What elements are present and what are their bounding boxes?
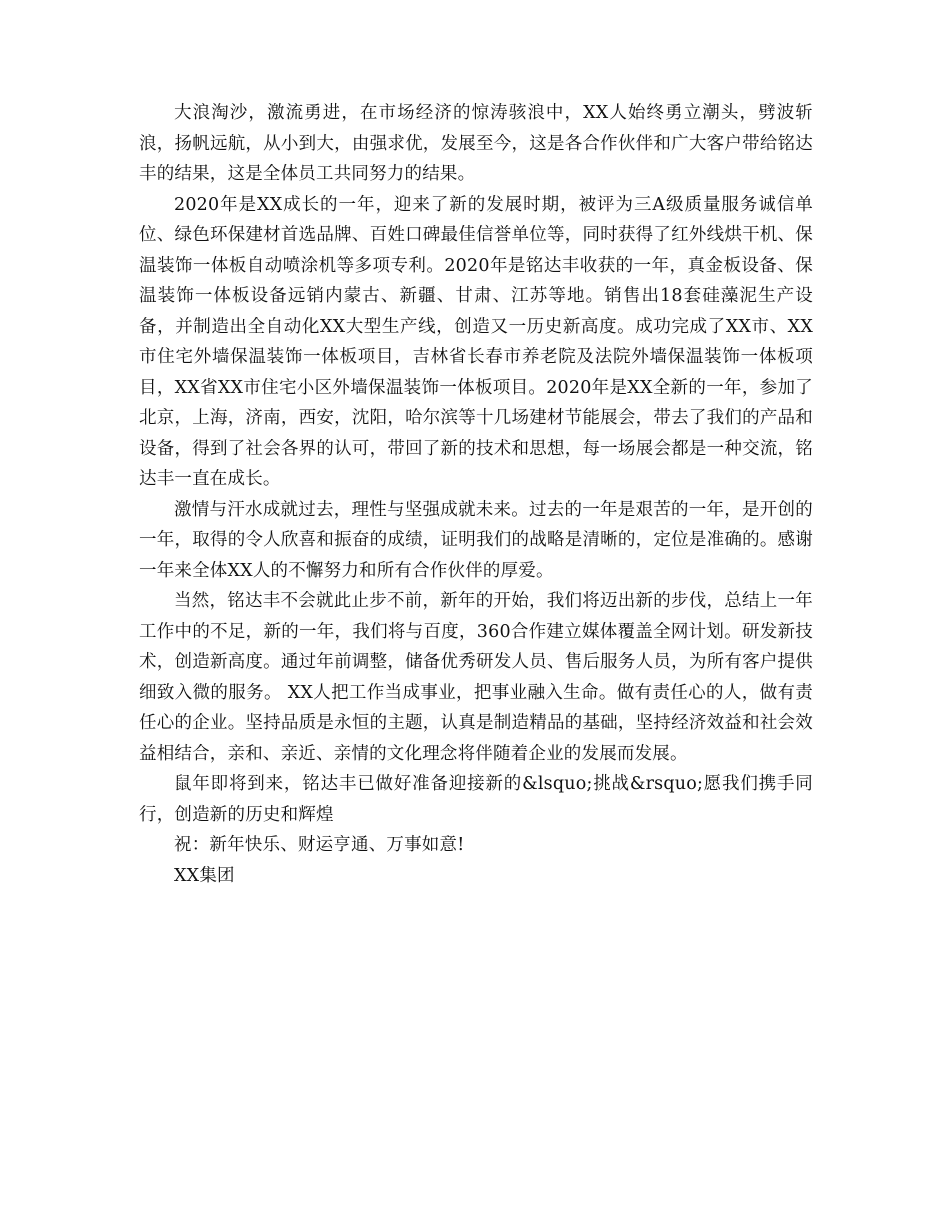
paragraph-reflection: 激情与汗水成就过去，理性与坚强成就未来。过去的一年是艰苦的一年，是开创的一年，取得的令人欣喜和振奋的成绩，证明我们的战略是清晰的，定位是准确的。感谢一年来全体XX人的不懈努力和所有合作伙伴的厚爱。 — [139, 499, 813, 581]
paragraph-intro: 大浪淘沙，激流勇进，在市场经济的惊涛骇浪中，XX人始终勇立潮头，劈波斩浪，扬帆远航，从小到大，由强求优，发展至今，这是各合作伙伴和广大客户带给铭达丰的结果，这是全体员工共同努力的结果。 — [139, 103, 813, 184]
paragraph-achievements: 2020年是XX成长的一年，迎来了新的发展时期，被评为三A级质量服务诚信单位、绿色环保建材首选品牌、百姓口碑最佳信誉单位等，同时获得了红外线烘干机、保温装饰一体板自动喷涂机等多项专利。2020年是铭达丰收获的一年，真金板设备、保温装饰一体板设备远销内蒙古、新疆、甘肃、江苏等地。销售出18套硅藻泥生产设备，并制造出全自动化XX大型生产线，创造又一历史新高度。成功完成了XX市、XX市住宅外墙保温装饰一体板项目，吉林省长春市养老院及法院外墙保温装饰一体板项目，XX省XX市住宅小区外墙保温装饰一体板项目。2020年是XX全新的一年，参加了北京，上海，济南，西安，沈阳，哈尔滨等十几场建材节能展会，带去了我们的产品和设备，得到了社会各界的认可，带回了新的技术和思想，每一场展会都是一种交流，铭达丰一直在成长。 — [139, 194, 813, 489]
document-body — [139, 98, 813, 891]
paragraph-new-year: 鼠年即将到来，铭达丰已做好准备迎接新的&lsquo;挑战&rsquo;愿我们携手同行，创造新的历史和辉煌 — [139, 774, 813, 825]
paragraph-greeting: 祝：新年快乐、财运亨通、万事如意! — [174, 835, 465, 855]
paragraph-signature: XX集团 — [174, 865, 235, 886]
paragraph-outlook: 当然，铭达丰不会就此止步不前，新年的开始，我们将迈出新的步伐，总结上一年工作中的不足，新的一年，我们将与百度，360合作建立媒体覆盖全网计划。研发新技术，创造新高度。通过年前调整，储备优秀研发人员、售后服务人员，为所有客户提供细致入微的服务。 XX人把工作当成事业，把事业融入生命。做有责任心的人，做有责任心的企业。坚持品质是永恒的主题，认真是制造精品的基础，坚持经济效益和社会效益相结合，亲和、亲近、亲情的文化理念将伴随着企业的发展而发展。 — [139, 591, 813, 764]
